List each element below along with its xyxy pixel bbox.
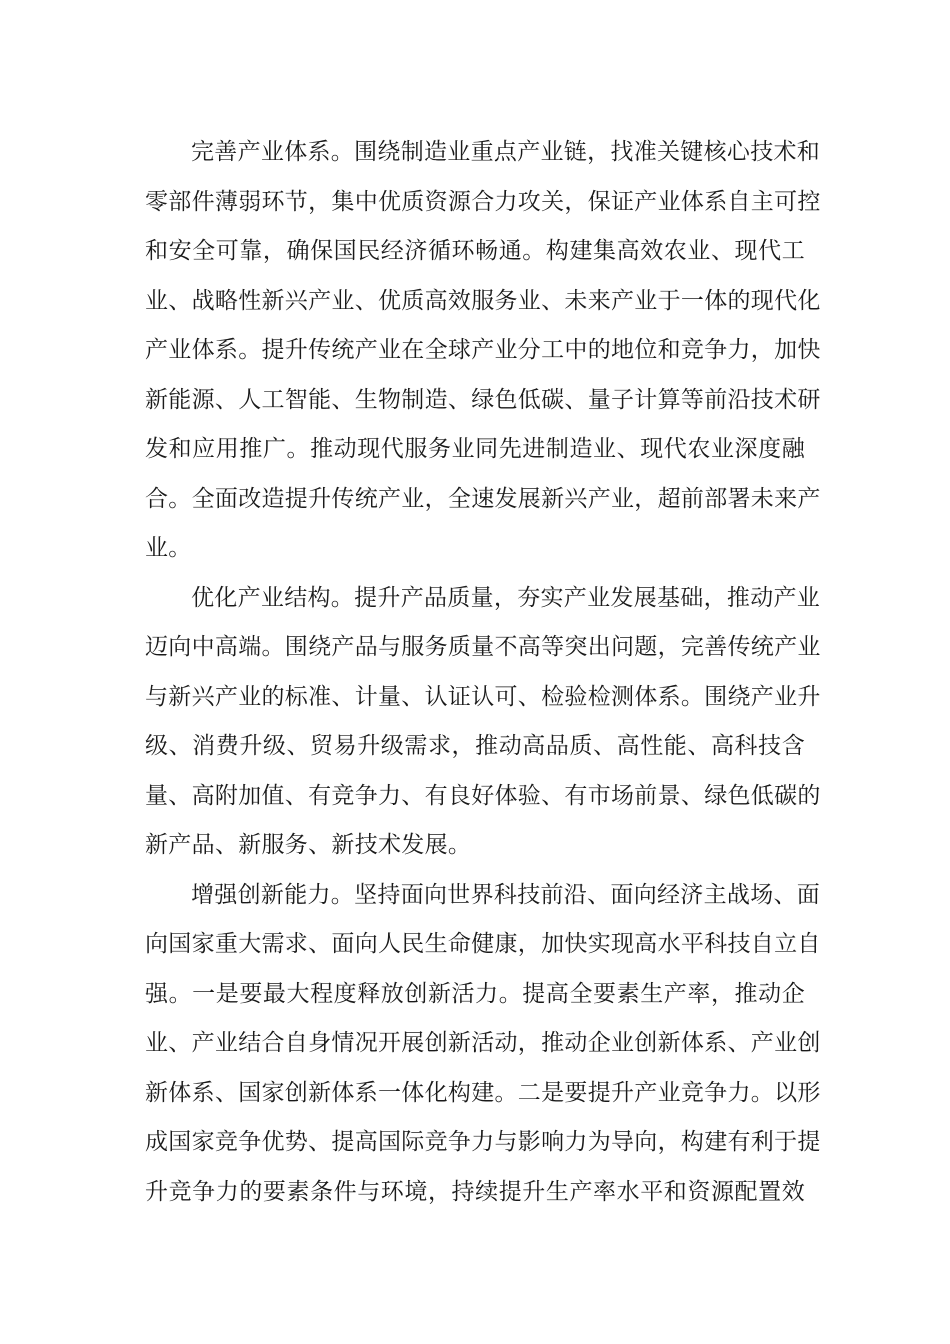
text-line: 业、战略性新兴产业、优质高效服务业、未来产业于一体的现代化 — [145, 287, 821, 314]
text-line: 新产品、新服务、新技术发展。 — [145, 832, 472, 858]
text-line: 优化产业结构。提升产品质量，夯实产业发展基础，推动产业 — [191, 584, 821, 611]
text-line: 完善产业体系。围绕制造业重点产业链，找准关键核心技术和 — [191, 139, 821, 165]
text-line: 合。全面改造提升传统产业，全速发展新兴产业，超前部署未来产 — [145, 485, 821, 512]
text-line: 发和应用推广。推动现代服务业同先进制造业、现代农业深度融 — [145, 436, 805, 462]
paragraph-industry-system — [145, 128, 821, 574]
text-line: 成国家竞争优势、提高国际竞争力与影响力为导向，构建有利于提 — [145, 1129, 821, 1155]
text-line: 量、高附加值、有竞争力、有良好体验、有市场前景、绿色低碳的 — [145, 782, 821, 809]
text-line: 和安全可靠，确保国民经济循环畅通。构建集高效农业、现代工 — [145, 238, 805, 264]
text-line: 升竞争力的要素条件与环境，持续提升生产率水平和资源配置效 — [145, 1178, 805, 1205]
text-line: 迈向中高端。围绕产品与服务质量不高等突出问题，完善传统产业 — [145, 634, 821, 660]
paragraph-innovation — [145, 871, 821, 1218]
document-body — [145, 128, 821, 1217]
text-line: 级、消费升级、贸易升级需求，推动高品质、高性能、高科技含 — [145, 733, 805, 759]
text-line: 向国家重大需求、面向人民生命健康，加快实现高水平科技自立自 — [145, 931, 821, 957]
text-line: 业、产业结合自身情况开展创新活动，推动企业创新体系、产业创 — [145, 1030, 821, 1056]
text-line: 业。 — [145, 535, 192, 561]
text-line: 产业体系。提升传统产业在全球产业分工中的地位和竞争力，加快 — [145, 337, 821, 363]
text-line: 增强创新能力。坚持面向世界科技前沿、面向经济主战场、面 — [191, 881, 821, 908]
text-line: 强。一是要最大程度释放创新活力。提高全要素生产率，推动企 — [145, 980, 805, 1007]
text-line: 与新兴产业的标准、计量、认证认可、检验检测体系。围绕产业升 — [145, 683, 821, 710]
paragraph-industry-structure — [145, 574, 821, 871]
text-line: 零部件薄弱环节，集中优质资源合力攻关，保证产业体系自主可控 — [145, 188, 821, 215]
text-line: 新体系、国家创新体系一体化构建。二是要提升产业竞争力。以形 — [145, 1079, 821, 1106]
text-line: 新能源、人工智能、生物制造、绿色低碳、量子计算等前沿技术研 — [145, 386, 821, 413]
